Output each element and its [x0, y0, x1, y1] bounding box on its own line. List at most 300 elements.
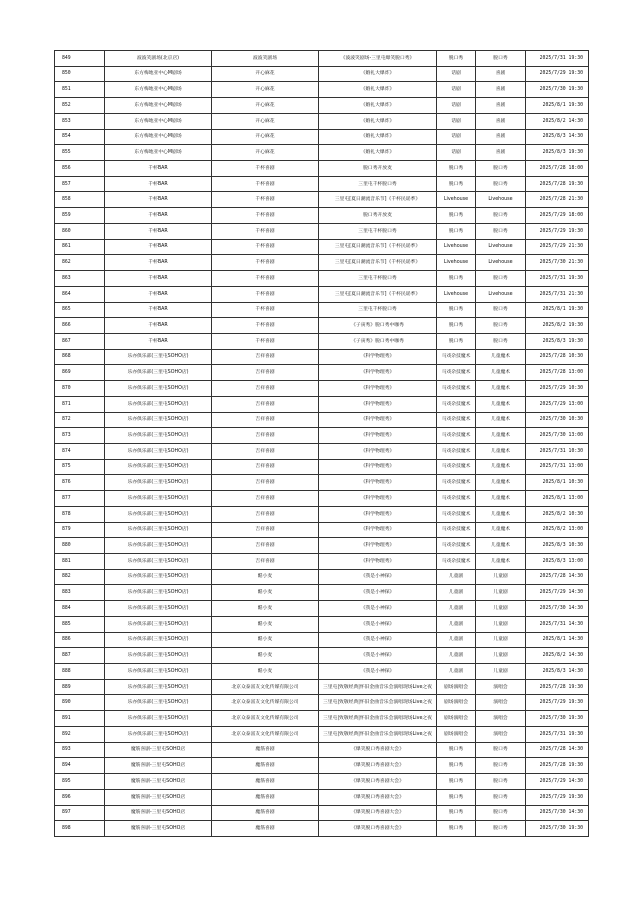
organizer-cell: 吉祥喜剧 [212, 381, 319, 397]
category-cell: 话剧 [437, 113, 476, 129]
row-number-cell: 857 [55, 176, 105, 192]
venue-cell: 魔筋喜剧-三里屯SOHO店 [105, 821, 212, 837]
venue-cell: 千杯BAR [105, 255, 212, 271]
table-row [55, 648, 589, 664]
showtime-cell: 2025/7/29 21:30 [526, 239, 589, 255]
organizer-cell: 北京众泰富友文化传媒有限公司 [212, 679, 319, 695]
category-cell: 儿童剧 [437, 648, 476, 664]
row-number-cell: 855 [55, 145, 105, 161]
showtime-cell: 2025/7/30 19:30 [526, 711, 589, 727]
subcategory-cell: 儿童魔术 [476, 412, 526, 428]
showtime-cell: 2025/7/31 19:30 [526, 51, 589, 67]
showtime-cell: 2025/8/3 14:30 [526, 664, 589, 680]
subcategory-cell: 脱口秀 [476, 333, 526, 349]
row-number-cell: 874 [55, 443, 105, 459]
show-title-cell: 《科学物理秀》 [319, 349, 437, 365]
category-cell: 儿童剧 [437, 569, 476, 585]
show-title-cell: 三里屯千杯脱口秀 [319, 302, 437, 318]
show-title-cell: 三里屯|致敬经典|怀旧金曲音乐会演唱现场Live之夜 [319, 711, 437, 727]
show-title-cell: 《科学物理秀》 [319, 459, 437, 475]
venue-cell: 乐亦俱乐部(三里屯SOHO店) [105, 491, 212, 507]
organizer-cell: 魔筋喜剧 [212, 805, 319, 821]
row-number-cell: 878 [55, 506, 105, 522]
row-number-cell: 854 [55, 129, 105, 145]
showtime-cell: 2025/7/28 14:30 [526, 569, 589, 585]
venue-cell: 乐亦俱乐部(三里屯SOHO店) [105, 443, 212, 459]
category-cell: 马戏杂技魔术 [437, 459, 476, 475]
showtime-cell: 2025/7/31 19:30 [526, 271, 589, 287]
organizer-cell: 千杯喜剧 [212, 286, 319, 302]
show-title-cell: 《婚礼大爆炸》 [319, 113, 437, 129]
subcategory-cell: 喜剧 [476, 113, 526, 129]
table-row [55, 412, 589, 428]
row-number-cell: 892 [55, 726, 105, 742]
organizer-cell: 千杯喜剧 [212, 161, 319, 177]
category-cell: 马戏杂技魔术 [437, 491, 476, 507]
showtime-cell: 2025/8/2 14:30 [526, 113, 589, 129]
row-number-cell: 896 [55, 789, 105, 805]
category-cell: 脱口秀 [437, 318, 476, 334]
row-number-cell: 860 [55, 223, 105, 239]
showtime-cell: 2025/7/29 18:00 [526, 208, 589, 224]
organizer-cell: 千杯喜剧 [212, 255, 319, 271]
organizer-cell: 魔筋喜剧 [212, 758, 319, 774]
category-cell: 话剧 [437, 129, 476, 145]
row-number-cell: 885 [55, 616, 105, 632]
subcategory-cell: 脱口秀 [476, 774, 526, 790]
organizer-cell: 魔筋喜剧 [212, 821, 319, 837]
subcategory-cell: 儿童魔术 [476, 443, 526, 459]
venue-cell: 东方梅地亚中心M剧场 [105, 113, 212, 129]
subcategory-cell: 儿童魔术 [476, 475, 526, 491]
organizer-cell: 千杯喜剧 [212, 192, 319, 208]
row-number-cell: 879 [55, 522, 105, 538]
category-cell: 马戏杂技魔术 [437, 522, 476, 538]
venue-cell: 千杯BAR [105, 192, 212, 208]
organizer-cell: 开心麻花 [212, 98, 319, 114]
subcategory-cell: 脱口秀 [476, 758, 526, 774]
category-cell: 儿童剧 [437, 616, 476, 632]
category-cell: 脱口秀 [437, 208, 476, 224]
venue-cell: 乐亦俱乐部(三里屯SOHO店) [105, 412, 212, 428]
row-number-cell: 889 [55, 679, 105, 695]
subcategory-cell: Livehouse [476, 239, 526, 255]
subcategory-cell: 脱口秀 [476, 318, 526, 334]
organizer-cell: 吉祥喜剧 [212, 522, 319, 538]
subcategory-cell: 儿童剧 [476, 601, 526, 617]
show-title-cell: 《我是小神探》 [319, 632, 437, 648]
show-title-cell: 《爆笑脱口秀喜剧大会》 [319, 774, 437, 790]
subcategory-cell: 脱口秀 [476, 223, 526, 239]
show-title-cell: 《我是小神探》 [319, 569, 437, 585]
organizer-cell: 魔筋喜剧 [212, 774, 319, 790]
showtime-cell: 2025/8/2 10:30 [526, 506, 589, 522]
venue-cell: 乐亦俱乐部(三里屯SOHO店) [105, 679, 212, 695]
row-number-cell: 851 [55, 82, 105, 98]
organizer-cell: 吉祥喜剧 [212, 428, 319, 444]
organizer-cell: 千杯喜剧 [212, 223, 319, 239]
subcategory-cell: 脱口秀 [476, 805, 526, 821]
showtime-cell: 2025/7/30 14:30 [526, 601, 589, 617]
category-cell: 脱口秀 [437, 742, 476, 758]
show-title-cell: 《科学物理秀》 [319, 396, 437, 412]
table-row [55, 286, 589, 302]
category-cell: Livehouse [437, 286, 476, 302]
showtime-cell: 2025/8/3 14:30 [526, 129, 589, 145]
venue-cell: 东方梅地亚中心M剧场 [105, 129, 212, 145]
row-number-cell: 882 [55, 569, 105, 585]
category-cell: Livehouse [437, 192, 476, 208]
venue-cell: 波波笑剧场(北京店) [105, 51, 212, 67]
category-cell: 话剧 [437, 82, 476, 98]
show-title-cell: 三里屯千杯脱口秀 [319, 223, 437, 239]
table-row [55, 601, 589, 617]
organizer-cell: 吉祥喜剧 [212, 396, 319, 412]
showtime-cell: 2025/8/3 10:30 [526, 538, 589, 554]
venue-cell: 乐亦俱乐部(三里屯SOHO店) [105, 585, 212, 601]
subcategory-cell: 脱口秀 [476, 161, 526, 177]
organizer-cell: 魔筋喜剧 [212, 789, 319, 805]
row-number-cell: 866 [55, 318, 105, 334]
show-title-cell: 三里屯[夏日潮流音乐节]《千杯民谣季》 [319, 255, 437, 271]
show-title-cell: 三里屯[夏日潮流音乐节]《千杯民谣季》 [319, 239, 437, 255]
subcategory-cell: 脱口秀 [476, 176, 526, 192]
show-title-cell: 脱口秀开放麦 [319, 161, 437, 177]
table-row [55, 161, 589, 177]
showtime-cell: 2025/7/28 19:30 [526, 176, 589, 192]
category-cell: 马戏杂技魔术 [437, 428, 476, 444]
row-number-cell: 887 [55, 648, 105, 664]
row-number-cell: 859 [55, 208, 105, 224]
venue-cell: 乐亦俱乐部(三里屯SOHO店) [105, 538, 212, 554]
table-row [55, 506, 589, 522]
subcategory-cell: 儿童剧 [476, 648, 526, 664]
table-row [55, 176, 589, 192]
row-number-cell: 864 [55, 286, 105, 302]
venue-cell: 乐亦俱乐部(三里屯SOHO店) [105, 381, 212, 397]
category-cell: 脱口秀 [437, 805, 476, 821]
subcategory-cell: 儿童魔术 [476, 381, 526, 397]
organizer-cell: 千杯喜剧 [212, 271, 319, 287]
venue-cell: 东方梅地亚中心M剧场 [105, 66, 212, 82]
organizer-cell: 酷小麦 [212, 601, 319, 617]
show-title-cell: 脱口秀开放麦 [319, 208, 437, 224]
table-row [55, 585, 589, 601]
subcategory-cell: 儿童魔术 [476, 365, 526, 381]
table-row [55, 271, 589, 287]
table-row [55, 632, 589, 648]
subcategory-cell: 儿童魔术 [476, 554, 526, 570]
venue-cell: 乐亦俱乐部(三里屯SOHO店) [105, 711, 212, 727]
row-number-cell: 895 [55, 774, 105, 790]
venue-cell: 千杯BAR [105, 176, 212, 192]
row-number-cell: 869 [55, 365, 105, 381]
row-number-cell: 893 [55, 742, 105, 758]
table-row [55, 302, 589, 318]
table-body [55, 51, 589, 837]
subcategory-cell: 喜剧 [476, 98, 526, 114]
organizer-cell: 吉祥喜剧 [212, 538, 319, 554]
row-number-cell: 890 [55, 695, 105, 711]
subcategory-cell: 脱口秀 [476, 742, 526, 758]
showtime-cell: 2025/8/2 13:00 [526, 522, 589, 538]
table-row [55, 569, 589, 585]
venue-cell: 乐亦俱乐部(三里屯SOHO店) [105, 632, 212, 648]
row-number-cell: 883 [55, 585, 105, 601]
organizer-cell: 千杯喜剧 [212, 176, 319, 192]
category-cell: 马戏杂技魔术 [437, 349, 476, 365]
organizer-cell: 北京众泰富友文化传媒有限公司 [212, 726, 319, 742]
subcategory-cell: 儿童魔术 [476, 349, 526, 365]
subcategory-cell: 儿童剧 [476, 616, 526, 632]
venue-cell: 乐亦俱乐部(三里屯SOHO店) [105, 601, 212, 617]
venue-cell: 魔筋喜剧-三里屯SOHO店 [105, 774, 212, 790]
row-number-cell: 881 [55, 554, 105, 570]
subcategory-cell: 脱口秀 [476, 208, 526, 224]
subcategory-cell: 儿童魔术 [476, 522, 526, 538]
venue-cell: 东方梅地亚中心M剧场 [105, 82, 212, 98]
organizer-cell: 波波笑剧场 [212, 51, 319, 67]
show-title-cell: 《婚礼大爆炸》 [319, 129, 437, 145]
showtime-cell: 2025/7/30 14:30 [526, 805, 589, 821]
showtime-cell: 2025/7/31 14:30 [526, 616, 589, 632]
venue-cell: 魔筋喜剧-三里屯SOHO店 [105, 789, 212, 805]
venue-cell: 乐亦俱乐部(三里屯SOHO店) [105, 475, 212, 491]
show-title-cell: 《婚礼大爆炸》 [319, 66, 437, 82]
subcategory-cell: 儿童魔术 [476, 491, 526, 507]
venue-cell: 乐亦俱乐部(三里屯SOHO店) [105, 349, 212, 365]
subcategory-cell: 喜剧 [476, 145, 526, 161]
showtime-cell: 2025/7/29 14:30 [526, 585, 589, 601]
showtime-cell: 2025/7/29 10:30 [526, 381, 589, 397]
organizer-cell: 开心麻花 [212, 82, 319, 98]
organizer-cell: 酷小麦 [212, 664, 319, 680]
subcategory-cell: 儿童魔术 [476, 396, 526, 412]
table-row [55, 318, 589, 334]
table-row [55, 522, 589, 538]
showtime-cell: 2025/8/3 19:30 [526, 145, 589, 161]
organizer-cell: 千杯喜剧 [212, 239, 319, 255]
category-cell: 话剧 [437, 66, 476, 82]
subcategory-cell: 脱口秀 [476, 789, 526, 805]
subcategory-cell: 儿童剧 [476, 664, 526, 680]
venue-cell: 魔筋喜剧-三里屯SOHO店 [105, 805, 212, 821]
table-row [55, 695, 589, 711]
showtime-cell: 2025/7/31 10:30 [526, 443, 589, 459]
organizer-cell: 吉祥喜剧 [212, 412, 319, 428]
venue-cell: 千杯BAR [105, 208, 212, 224]
show-title-cell: 《爆笑脱口秀喜剧大会》 [319, 758, 437, 774]
organizer-cell: 酷小麦 [212, 616, 319, 632]
category-cell: 马戏杂技魔术 [437, 554, 476, 570]
show-title-cell: 《科学物理秀》 [319, 506, 437, 522]
category-cell: 话剧 [437, 98, 476, 114]
subcategory-cell: 喜剧 [476, 66, 526, 82]
table-row [55, 255, 589, 271]
showtime-cell: 2025/8/2 14:30 [526, 648, 589, 664]
organizer-cell: 开心麻花 [212, 66, 319, 82]
showtime-cell: 2025/8/1 13:00 [526, 491, 589, 507]
subcategory-cell: 脱口秀 [476, 51, 526, 67]
organizer-cell: 北京众泰富友文化传媒有限公司 [212, 711, 319, 727]
category-cell: 脱口秀 [437, 161, 476, 177]
organizer-cell: 吉祥喜剧 [212, 349, 319, 365]
organizer-cell: 吉祥喜剧 [212, 506, 319, 522]
organizer-cell: 开心麻花 [212, 129, 319, 145]
showtime-cell: 2025/7/30 21:30 [526, 255, 589, 271]
performance-schedule-table [54, 50, 589, 837]
table-row [55, 223, 589, 239]
table-row [55, 475, 589, 491]
table-row [55, 66, 589, 82]
show-title-cell: 三里屯[夏日潮流音乐节]《千杯民谣季》 [319, 286, 437, 302]
showtime-cell: 2025/7/28 21:30 [526, 192, 589, 208]
table-row [55, 538, 589, 554]
row-number-cell: 849 [55, 51, 105, 67]
show-title-cell: 三里屯|致敬经典|怀旧金曲音乐会演唱现场Live之夜 [319, 679, 437, 695]
category-cell: 马戏杂技魔术 [437, 443, 476, 459]
subcategory-cell: 儿童魔术 [476, 428, 526, 444]
venue-cell: 乐亦俱乐部(三里屯SOHO店) [105, 506, 212, 522]
subcategory-cell: 演唱会 [476, 711, 526, 727]
table-row [55, 459, 589, 475]
show-title-cell: 《科学物理秀》 [319, 522, 437, 538]
venue-cell: 乐亦俱乐部(三里屯SOHO店) [105, 569, 212, 585]
table-row [55, 82, 589, 98]
show-title-cell: 《波波笑剧场-三里屯爆笑脱口秀》 [319, 51, 437, 67]
showtime-cell: 2025/7/30 19:30 [526, 821, 589, 837]
organizer-cell: 酷小麦 [212, 632, 319, 648]
row-number-cell: 872 [55, 412, 105, 428]
subcategory-cell: Livehouse [476, 192, 526, 208]
organizer-cell: 酷小麦 [212, 585, 319, 601]
organizer-cell: 酷小麦 [212, 569, 319, 585]
row-number-cell: 894 [55, 758, 105, 774]
showtime-cell: 2025/7/31 21:30 [526, 286, 589, 302]
row-number-cell: 856 [55, 161, 105, 177]
table-row [55, 129, 589, 145]
category-cell: 儿童剧 [437, 601, 476, 617]
showtime-cell: 2025/7/30 10:30 [526, 412, 589, 428]
showtime-cell: 2025/7/29 19:30 [526, 66, 589, 82]
show-title-cell: 《我是小神探》 [319, 648, 437, 664]
showtime-cell: 2025/7/29 13:00 [526, 396, 589, 412]
show-title-cell: 三里屯千杯脱口秀 [319, 271, 437, 287]
showtime-cell: 2025/8/1 19:30 [526, 98, 589, 114]
table-row [55, 192, 589, 208]
show-title-cell: 《科学物理秀》 [319, 365, 437, 381]
showtime-cell: 2025/7/28 13:00 [526, 365, 589, 381]
table-row [55, 616, 589, 632]
venue-cell: 千杯BAR [105, 286, 212, 302]
venue-cell: 东方梅地亚中心M剧场 [105, 145, 212, 161]
show-title-cell: 《爆笑脱口秀喜剧大会》 [319, 742, 437, 758]
showtime-cell: 2025/7/31 19:30 [526, 726, 589, 742]
showtime-cell: 2025/7/28 19:30 [526, 758, 589, 774]
row-number-cell: 863 [55, 271, 105, 287]
venue-cell: 乐亦俱乐部(三里屯SOHO店) [105, 396, 212, 412]
show-title-cell: 《科学物理秀》 [319, 443, 437, 459]
showtime-cell: 2025/8/1 14:30 [526, 632, 589, 648]
show-title-cell: 《我是小神探》 [319, 601, 437, 617]
organizer-cell: 千杯喜剧 [212, 208, 319, 224]
table-row [55, 679, 589, 695]
showtime-cell: 2025/8/2 19:30 [526, 318, 589, 334]
venue-cell: 千杯BAR [105, 223, 212, 239]
venue-cell: 千杯BAR [105, 302, 212, 318]
row-number-cell: 884 [55, 601, 105, 617]
subcategory-cell: 演唱会 [476, 726, 526, 742]
table-row [55, 821, 589, 837]
organizer-cell: 吉祥喜剧 [212, 554, 319, 570]
venue-cell: 魔筋喜剧-三里屯SOHO店 [105, 758, 212, 774]
venue-cell: 千杯BAR [105, 318, 212, 334]
row-number-cell: 852 [55, 98, 105, 114]
row-number-cell: 888 [55, 664, 105, 680]
venue-cell: 乐亦俱乐部(三里屯SOHO店) [105, 554, 212, 570]
subcategory-cell: 儿童魔术 [476, 459, 526, 475]
organizer-cell: 千杯喜剧 [212, 318, 319, 334]
table-row [55, 208, 589, 224]
category-cell: 脱口秀 [437, 758, 476, 774]
table-row [55, 758, 589, 774]
show-title-cell: 《科学物理秀》 [319, 381, 437, 397]
subcategory-cell: 儿童魔术 [476, 506, 526, 522]
category-cell: 马戏杂技魔术 [437, 412, 476, 428]
table-row [55, 51, 589, 67]
row-number-cell: 898 [55, 821, 105, 837]
category-cell: 脱口秀 [437, 271, 476, 287]
row-number-cell: 861 [55, 239, 105, 255]
subcategory-cell: 儿童剧 [476, 632, 526, 648]
showtime-cell: 2025/8/1 10:30 [526, 475, 589, 491]
table-row [55, 381, 589, 397]
show-title-cell: 《科学物理秀》 [319, 475, 437, 491]
row-number-cell: 862 [55, 255, 105, 271]
showtime-cell: 2025/7/29 19:30 [526, 789, 589, 805]
show-title-cell: 《我是小神探》 [319, 664, 437, 680]
row-number-cell: 876 [55, 475, 105, 491]
showtime-cell: 2025/7/28 10:30 [526, 349, 589, 365]
subcategory-cell: 演唱会 [476, 679, 526, 695]
showtime-cell: 2025/7/30 13:00 [526, 428, 589, 444]
showtime-cell: 2025/7/29 14:30 [526, 774, 589, 790]
show-title-cell: 《科学物理秀》 [319, 412, 437, 428]
show-title-cell: 《科学物理秀》 [319, 538, 437, 554]
showtime-cell: 2025/7/29 19:30 [526, 223, 589, 239]
table-row [55, 742, 589, 758]
venue-cell: 千杯BAR [105, 239, 212, 255]
show-title-cell: 《婚礼大爆炸》 [319, 145, 437, 161]
show-title-cell: 三里屯|致敬经典|怀旧金曲音乐会演唱现场Live之夜 [319, 726, 437, 742]
subcategory-cell: 儿童剧 [476, 569, 526, 585]
category-cell: 脱口秀 [437, 223, 476, 239]
showtime-cell: 2025/7/28 19:30 [526, 679, 589, 695]
show-title-cell: 《科学物理秀》 [319, 491, 437, 507]
category-cell: 话剧 [437, 145, 476, 161]
venue-cell: 乐亦俱乐部(三里屯SOHO店) [105, 664, 212, 680]
subcategory-cell: 脱口秀 [476, 821, 526, 837]
organizer-cell: 开心麻花 [212, 145, 319, 161]
table-row [55, 554, 589, 570]
venue-cell: 乐亦俱乐部(三里屯SOHO店) [105, 522, 212, 538]
table-row [55, 145, 589, 161]
venue-cell: 千杯BAR [105, 161, 212, 177]
row-number-cell: 870 [55, 381, 105, 397]
show-title-cell: 《子寅秀》脱口秀中咖秀 [319, 333, 437, 349]
showtime-cell: 2025/8/1 19:30 [526, 302, 589, 318]
show-title-cell: 《科学物理秀》 [319, 554, 437, 570]
